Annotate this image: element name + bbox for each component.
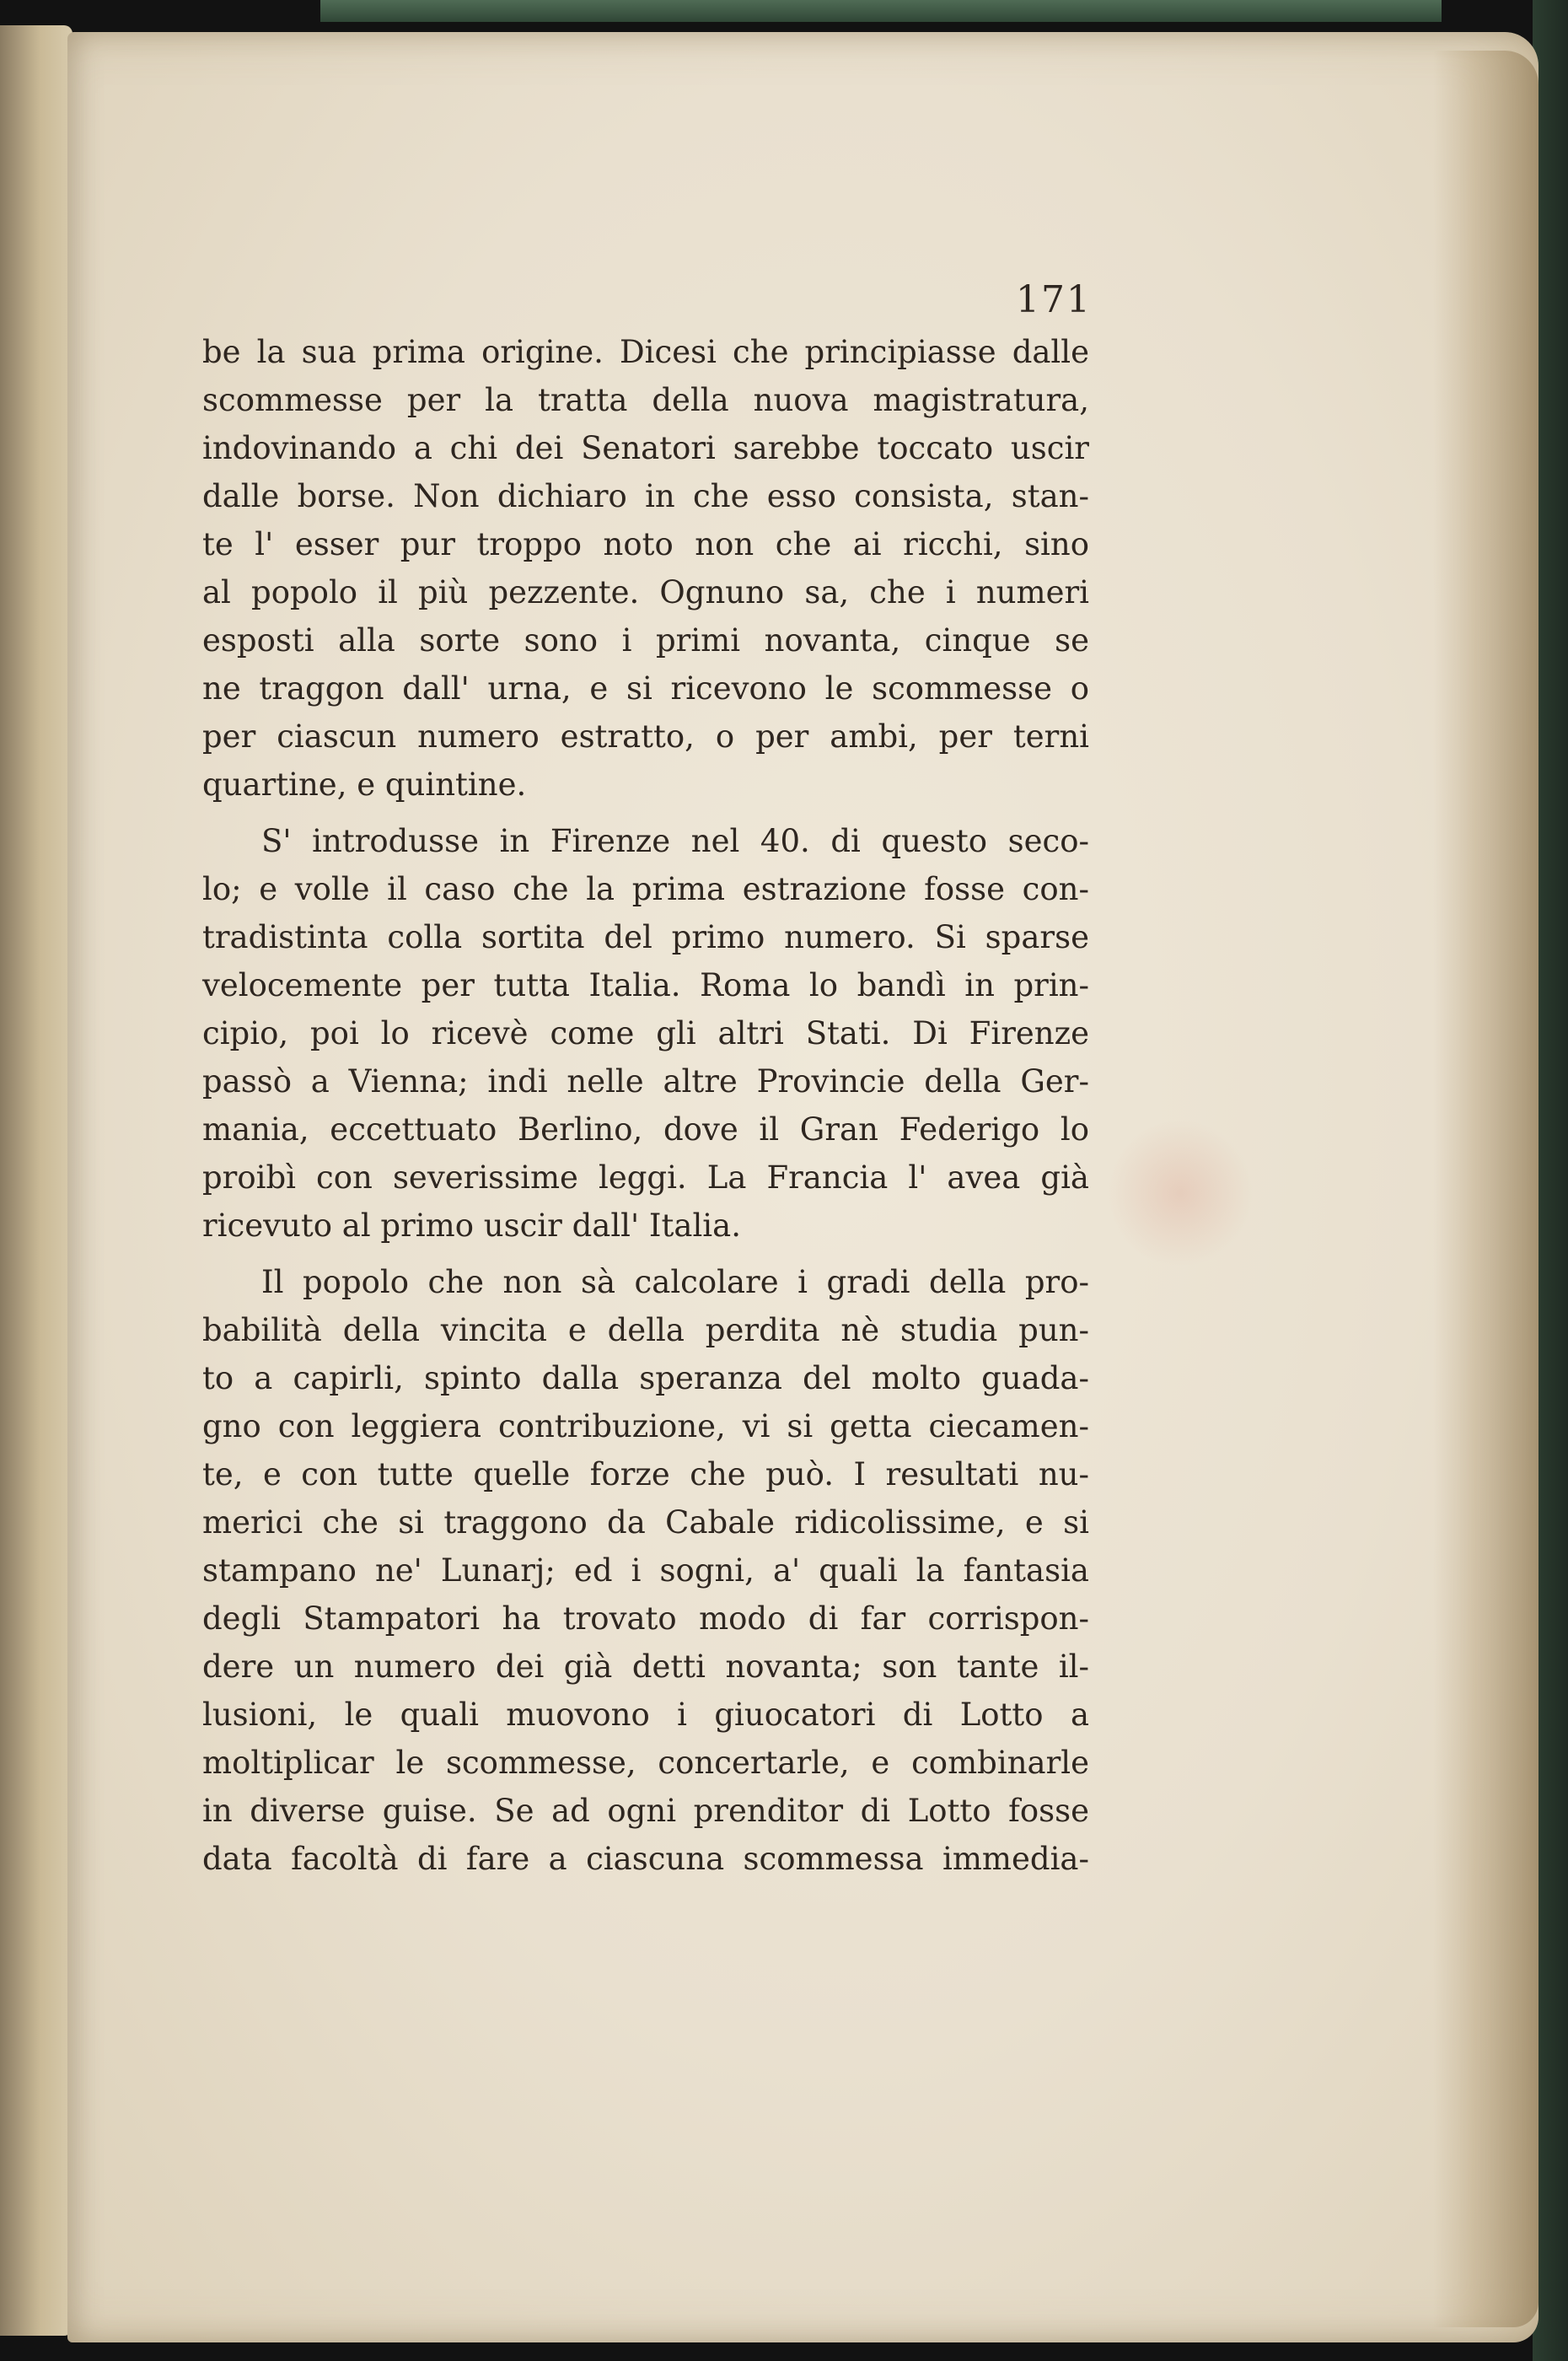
text-line: al popolo il più pezzente. Ognuno sa, che i numeri xyxy=(202,574,1089,610)
text-line: esposti alla sorte sono i primi novanta, cinque se xyxy=(202,622,1089,659)
text-line: babilità della vincita e della perdita nè studia pun- xyxy=(202,1312,1089,1348)
text-line: gno con leggiera contribuzione, vi si getta ciecamen- xyxy=(202,1408,1089,1444)
paragraph-first-line: S' introdusse in Firenze nel 40. di questo seco- xyxy=(261,823,1089,859)
page-number: 171 xyxy=(1016,278,1092,321)
text-line: moltiplicar le scommesse, concertarle, e combinarle xyxy=(202,1745,1089,1781)
text-line: ricevuto al primo uscir dall' Italia. xyxy=(202,1207,741,1244)
text-line: ne traggon dall' urna, e si ricevono le scommesse o xyxy=(202,670,1089,707)
text-line: per ciascun numero estratto, o per ambi, per terni xyxy=(202,718,1089,755)
text-line: stampano ne' Lunarj; ed i sogni, a' quali la fantasia xyxy=(202,1552,1089,1589)
text-line: te l' esser pur troppo noto non che ai ricchi, sino xyxy=(202,526,1089,562)
text-line: cipio, poi lo ricevè come gli altri Stati. Di Firenze xyxy=(202,1015,1089,1051)
text-line: scommesse per la tratta della nuova magistratura, xyxy=(202,382,1089,418)
text-line: dere un numero dei già detti novanta; son tante il- xyxy=(202,1648,1089,1685)
text-line: lusioni, le quali muovono i giuocatori di Lotto a xyxy=(202,1697,1089,1733)
text-line: indovinando a chi dei Senatori sarebbe toccato uscir xyxy=(202,430,1089,466)
foxing-stain xyxy=(1104,1121,1256,1265)
text-line: tradistinta colla sortita del primo numero. Si sparse xyxy=(202,919,1089,955)
text-line: lo; e volle il caso che la prima estrazione fosse con- xyxy=(202,871,1089,907)
text-line: proibì con severissime leggi. La Francia l' avea già xyxy=(202,1159,1089,1196)
paragraph-first-line: Il popolo che non sà calcolare i gradi della pro- xyxy=(261,1264,1089,1300)
text-line: dalle borse. Non dichiaro in che esso consista, stan- xyxy=(202,478,1089,514)
text-line: passò a Vienna; indi nelle altre Provincie della Ger- xyxy=(202,1063,1089,1100)
text-line: te, e con tutte quelle forze che può. I resultati nu- xyxy=(202,1456,1089,1492)
text-line: data facoltà di fare a ciascuna scommessa immedia- xyxy=(202,1841,1089,1877)
text-line: velocemente per tutta Italia. Roma lo bandì in prin- xyxy=(202,967,1089,1003)
text-line: degli Stampatori ha trovato modo di far corrispon- xyxy=(202,1600,1089,1637)
text-line: merici che si traggono da Cabale ridicolissime, e si xyxy=(202,1504,1089,1541)
cover-board-top xyxy=(320,0,1442,22)
text-line: mania, eccettuato Berlino, dove il Gran Federigo lo xyxy=(202,1111,1089,1148)
page-right-edge-wear xyxy=(1433,51,1538,2327)
text-line: quartine, e quintine. xyxy=(202,766,527,803)
text-line: to a capirli, spinto dalla speranza del molto guada- xyxy=(202,1360,1089,1396)
text-line: in diverse guise. Se ad ogni prenditor di Lotto fosse xyxy=(202,1793,1089,1829)
previous-leaf-edge xyxy=(0,25,72,2336)
text-line: be la sua prima origine. Dicesi che principiasse dalle xyxy=(202,334,1089,370)
